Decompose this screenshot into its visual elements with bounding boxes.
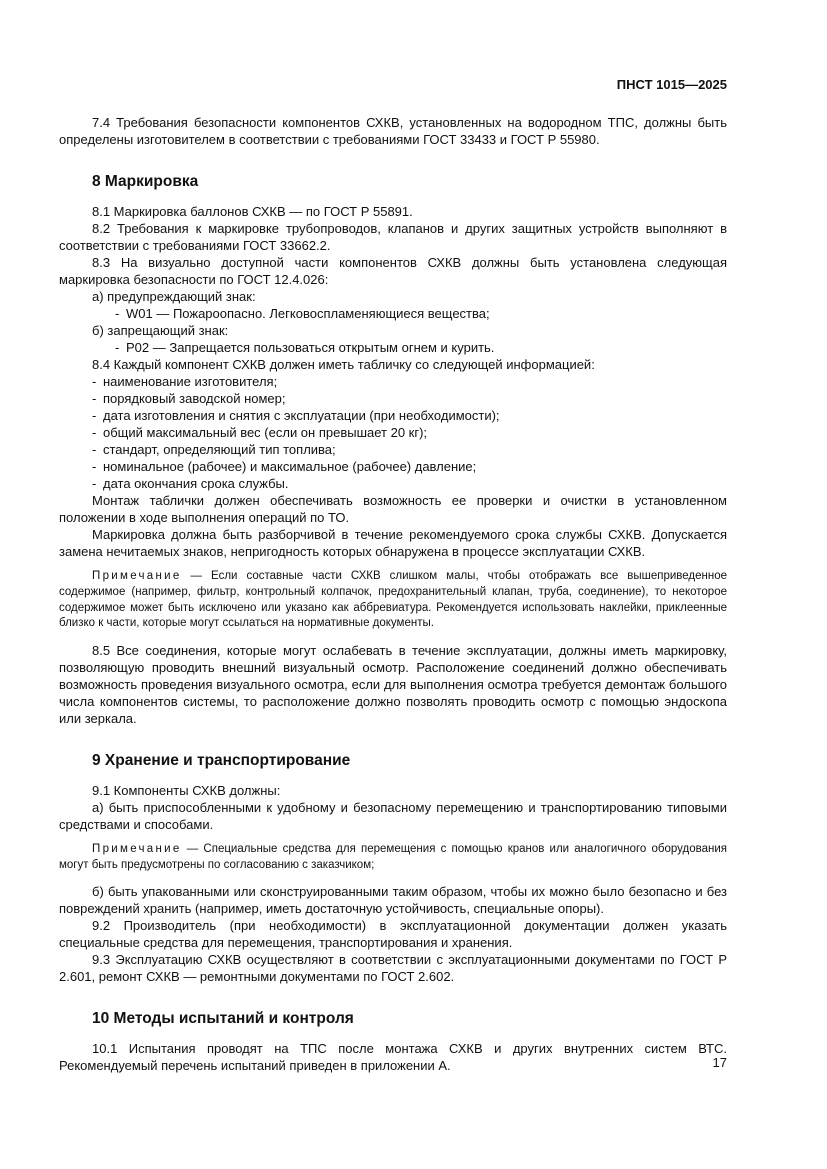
paragraph-mounting: Монтаж таблички должен обеспечивать возможность ее проверки и очистки в установленном положении в ходе выполнения операций по ТО. <box>59 493 727 525</box>
note-9: Примечание — Специальные средства для перемещения с помощью кранов или аналогичного оборудования могут быть предусмотрены по согласованию с заказчиком; <box>59 843 727 871</box>
note-label: Примечание <box>92 570 182 582</box>
dash-marker: - <box>115 340 120 355</box>
paragraph-9-2: 9.2 Производитель (при необходимости) в эксплуатационной документации должен указать специальные средства для перемещения, транспортирования и хранения. <box>59 917 727 950</box>
list-item: - P02 — Запрещается пользоваться открытым огнем и курить. <box>115 340 495 355</box>
list-item: - дата изготовления и снятия с эксплуатации (при необходимости); <box>92 408 500 423</box>
paragraph-9-3: 9.3 Эксплуатацию СХКВ осуществляют в соответствии с эксплуатационными документами по ГОСТ Р 2.601, ремонт СХКВ — ремонтными документами по ГОСТ 2.602. <box>59 951 727 984</box>
document-code: ПНСТ 1015—2025 <box>616 77 727 92</box>
section-8-heading: 8 Маркировка <box>92 173 199 190</box>
page-number: 17 <box>712 1055 727 1070</box>
list-item: - номинальное (рабочее) и максимальное (рабочее) давление; <box>92 459 477 474</box>
paragraph-8-5: 8.5 Все соединения, которые могут ослабевать в течение эксплуатации, должны иметь маркировку, позволяющую проводить внешний визуальный осмотр. Расположение соединений должно обеспечивать возможность проведения визуального осмотра, если для выполнения осмотра требуется демонтаж большого числа компонентов системы, то расположение должно позволять проводить осмотр с помощью эндоскопа или зеркала. <box>59 643 727 727</box>
list-item: - стандарт, определяющий тип топлива; <box>92 442 336 457</box>
paragraph-9-1-a: а) быть приспособленными к удобному и безопасному перемещению и транспортированию типовыми средствами и способами. <box>59 800 727 833</box>
list-item: - наименование изготовителя; <box>92 374 278 389</box>
paragraph-10-1: 10.1 Испытания проводят на ТПС после монтажа СХКВ и других внутренних систем ВТС. Рекомендуемый перечень испытаний приведен в приложении А. <box>59 1040 727 1073</box>
dash-marker: - <box>115 306 120 321</box>
list-item: - W01 — Пожароопасно. Легковоспламеняющиеся вещества; <box>115 306 490 321</box>
paragraph-9-1: 9.1 Компоненты СХКВ должны: <box>92 783 281 799</box>
paragraph-8-3: 8.3 На визуально доступной части компонентов СХКВ должны быть установлена следующая маркировка безопасности по ГОСТ 12.4.026: <box>59 255 727 287</box>
note-label: Примечание <box>92 843 182 856</box>
note-8: Примечание — Если составные части СХКВ слишком малы, чтобы отображать все вышеприведенное содержимое (например, фильтр, контрольный колпачок, предохранительный клапан, труба, соединение), то некоторое содержимое может быть исключено или указано как аббревиатура. Рекомендуется использовать наклейки, приклеенные близко к части, которые могут ссылаться на нормативные документы. <box>59 570 727 630</box>
paragraph-8-1: 8.1 Маркировка баллонов СХКВ — по ГОСТ Р 55891. <box>92 204 413 219</box>
list-item: - общий максимальный вес (если он превышает 20 кг); <box>92 425 428 440</box>
list-label-b: б) запрещающий знак: <box>92 323 229 338</box>
paragraph-8-4: 8.4 Каждый компонент СХКВ должен иметь табличку со следующей информацией: <box>92 357 595 372</box>
paragraph-8-2: 8.2 Требования к маркировке трубопроводов, клапанов и других защитных устройств выполняют в соответствии с требованиями ГОСТ 33662.2. <box>59 221 727 253</box>
list-item: - дата окончания срока службы. <box>92 476 289 491</box>
list-item: - порядковый заводской номер; <box>92 391 286 406</box>
paragraph-7-4: 7.4 Требования безопасности компонентов СХКВ, установленных на водородном ТПС, должны быть определены изготовителем в соответствии с требованиями ГОСТ 33433 и ГОСТ Р 55980. <box>59 115 727 147</box>
list-label-a: а) предупреждающий знак: <box>92 289 256 304</box>
section-9-heading: 9 Хранение и транспортирование <box>92 752 351 770</box>
paragraph-9-1-b: б) быть упакованными или сконструированными таким образом, чтобы их можно было безопасно и без повреждений хранить (например, иметь достаточную устойчивость, специальные опоры). <box>59 883 727 916</box>
paragraph-legibility: Маркировка должна быть разборчивой в течение рекомендуемого срока службы СХКВ. Допускается замена нечитаемых знаков, непригодность которых обнаружена в процессе эксплуатации СХКВ. <box>59 527 727 559</box>
page-content <box>59 114 727 1074</box>
section-10-heading: 10 Методы испытаний и контроля <box>92 1009 354 1027</box>
